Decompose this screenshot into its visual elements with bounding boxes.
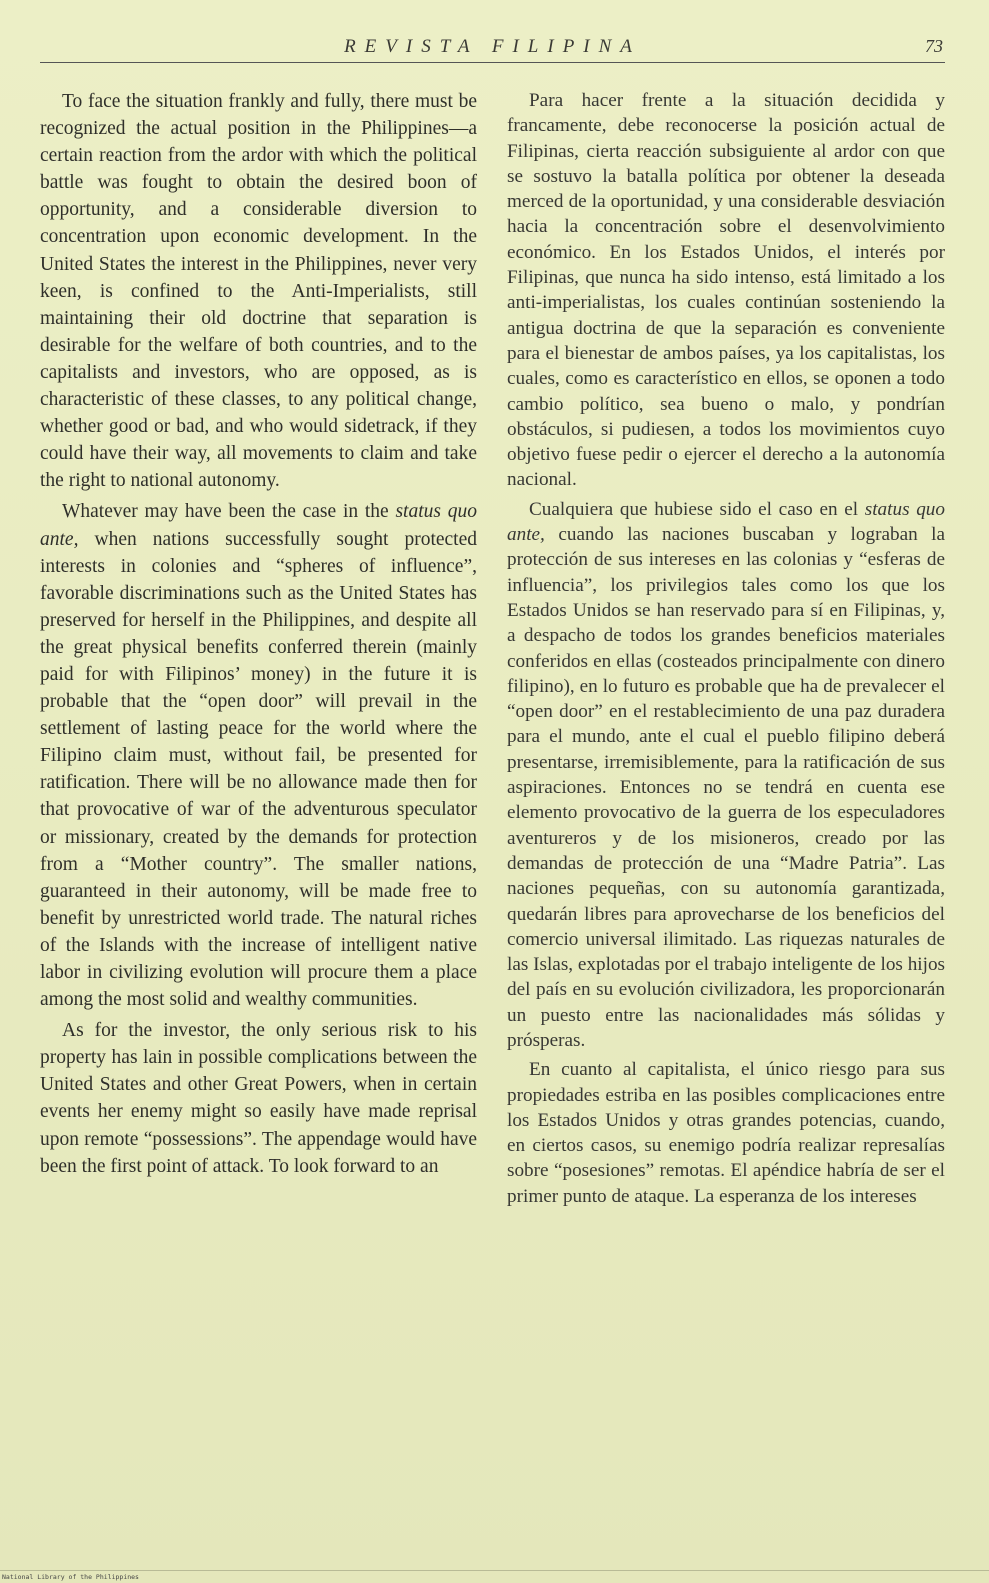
library-credit: National Library of the Philippines [2,1573,139,1581]
english-latin-phrase: status quo ante, [40,501,477,550]
english-column [40,88,477,1184]
spanish-paragraph-3: En cuanto al capitalista, el único riesgo para sus propiedades estriba en las posibles complicaciones entre los Estados Unidos y otras grandes potencias, cuando, en ciertos casos, su enemigo podría realizar represalías sobre “posesiones” remotas. El apéndice habría de ser el primer punto de ataque. La esperanza de los intereses [507,1059,945,1207]
english-paragraph-2 [40,498,477,1013]
english-paragraph-3: As for the investor, the only serious risk to his property has lain in possible complications between the United States and other Great Powers, when in certain events her enemy might so easily have made reprisal upon remote “possessions”. The appendage would have been the first point of attack. To look forward to an [40,1020,477,1177]
spanish-latin-phrase: status quo ante, [507,498,945,546]
english-paragraph-2-start: Whatever may have been the case in the [62,501,389,523]
page-number: 73 [925,36,943,56]
english-paragraph-2-rest: when nations successfully sought protected interests in colonies and “spheres of influence”, favorable discriminations such as the United States has preserved for herself in the Philippines, and despite all the great physical benefits conferred therein (mainly paid for with Filipinos’ money) in the future it is probable that the “open door” will prevail in the settlement of lasting peace for the world where the Filipino claim must, without fail, be presented for ratification. There will be no allowance made then for that provocative of war of the adventurous speculator or missionary, created by the demands for protection from a “Mother country”. The smaller nations, guaranteed in their autonomy, will be made free to benefit by unrestricted world trade. The natural riches of the Islands with the increase of intelligent native labor in civilizing evolution will procure them a place among the most solid and wealthy communities. [40,528,477,1011]
page-header [40,34,945,63]
spanish-paragraph-2-rest: cuando las naciones buscaban y lograban la protección de sus intereses en las colonias y “esferas de influencia”, los privilegios tales como los que los Estados Unidos se han reservado para sí en Filipinas, y, a despacho de todos los grandes beneficios materiales conferidos en ellas (costeados principalmente con dinero filipino), en lo futuro es probable que ha de prevalecer el “open door” en el restablecimiento de una paz duradera para el mundo, ante el cual el pueblo filipino deberá presentarse, irremisiblemente, para la ratificación de sus aspiraciones. Entonces no se tendrá en cuenta ese elemento provocativo de la guerra de los especuladores aventureros y de los misioneros, creado por las demandas de protección de una “Madre Patria”. Las naciones pequeñas, con su autonomía garantizada, quedarán libres para aprovecharse de los beneficios del comercio universal ilimitado. Las riquezas naturales de las Islas, explotadas por el trabajo inteligente de los hijos del país en su evolución civilizadora, les proporcionarán un puesto entre las nacionalidades más sólidas y prósperas. [507,524,946,1051]
running-head: REVISTA FILIPINA [344,36,641,57]
english-paragraph-1: To face the situation frankly and fully, there must be recognized the actual position in the Philippines—a certain reaction from the ardor with which the political battle was fought to obtain the desired boon of opportunity, and a considerable diversion to concentration upon economic development. In the United States the interest in the Philippines, never very keen, is confined to the Anti-Imperialists, still maintaining their old doctrine that separation is desirable for the welfare of both countries, and to the capitalists and investors, who are opposed, as is characteristic of these classes, to any political change, whether good or bad, and who would sidetrack, if they could have their way, all movements to claim and take the right to national autonomy. [40,91,477,492]
spanish-paragraph-1: Para hacer frente a la situación decidida y francamente, debe reconocerse la posición actual de Filipinas, cierta reacción subsiguiente al ardor con que se sostuvo la batalla política por obtener la deseada merced de la oportunidad, y una considerable desviación hacia la concentración sobre el desenvolvimiento económico. En los Estados Unidos, el interés por Filipinas, que nunca ha sido intenso, está limitado a los anti-imperialistas, los cuales continúan sosteniendo la antigua doctrina de que la separación es conveniente para el bienestar de ambos países, ya los capitalistas, los cuales, como es característico en ellos, se oponen a todo cambio político, sea bueno o malo, y pondrían obstáculos, si pudiesen, a todos los movimientos cuyo objetivo fuese pedir o ejercer el derecho a la autonomía nacional. [507,90,945,491]
footer-divider [0,1570,989,1571]
spanish-paragraph-2 [507,497,945,1054]
spanish-column [507,88,945,1213]
spanish-paragraph-2-start: Cualquiera que hubiese sido el caso en el [529,498,859,520]
